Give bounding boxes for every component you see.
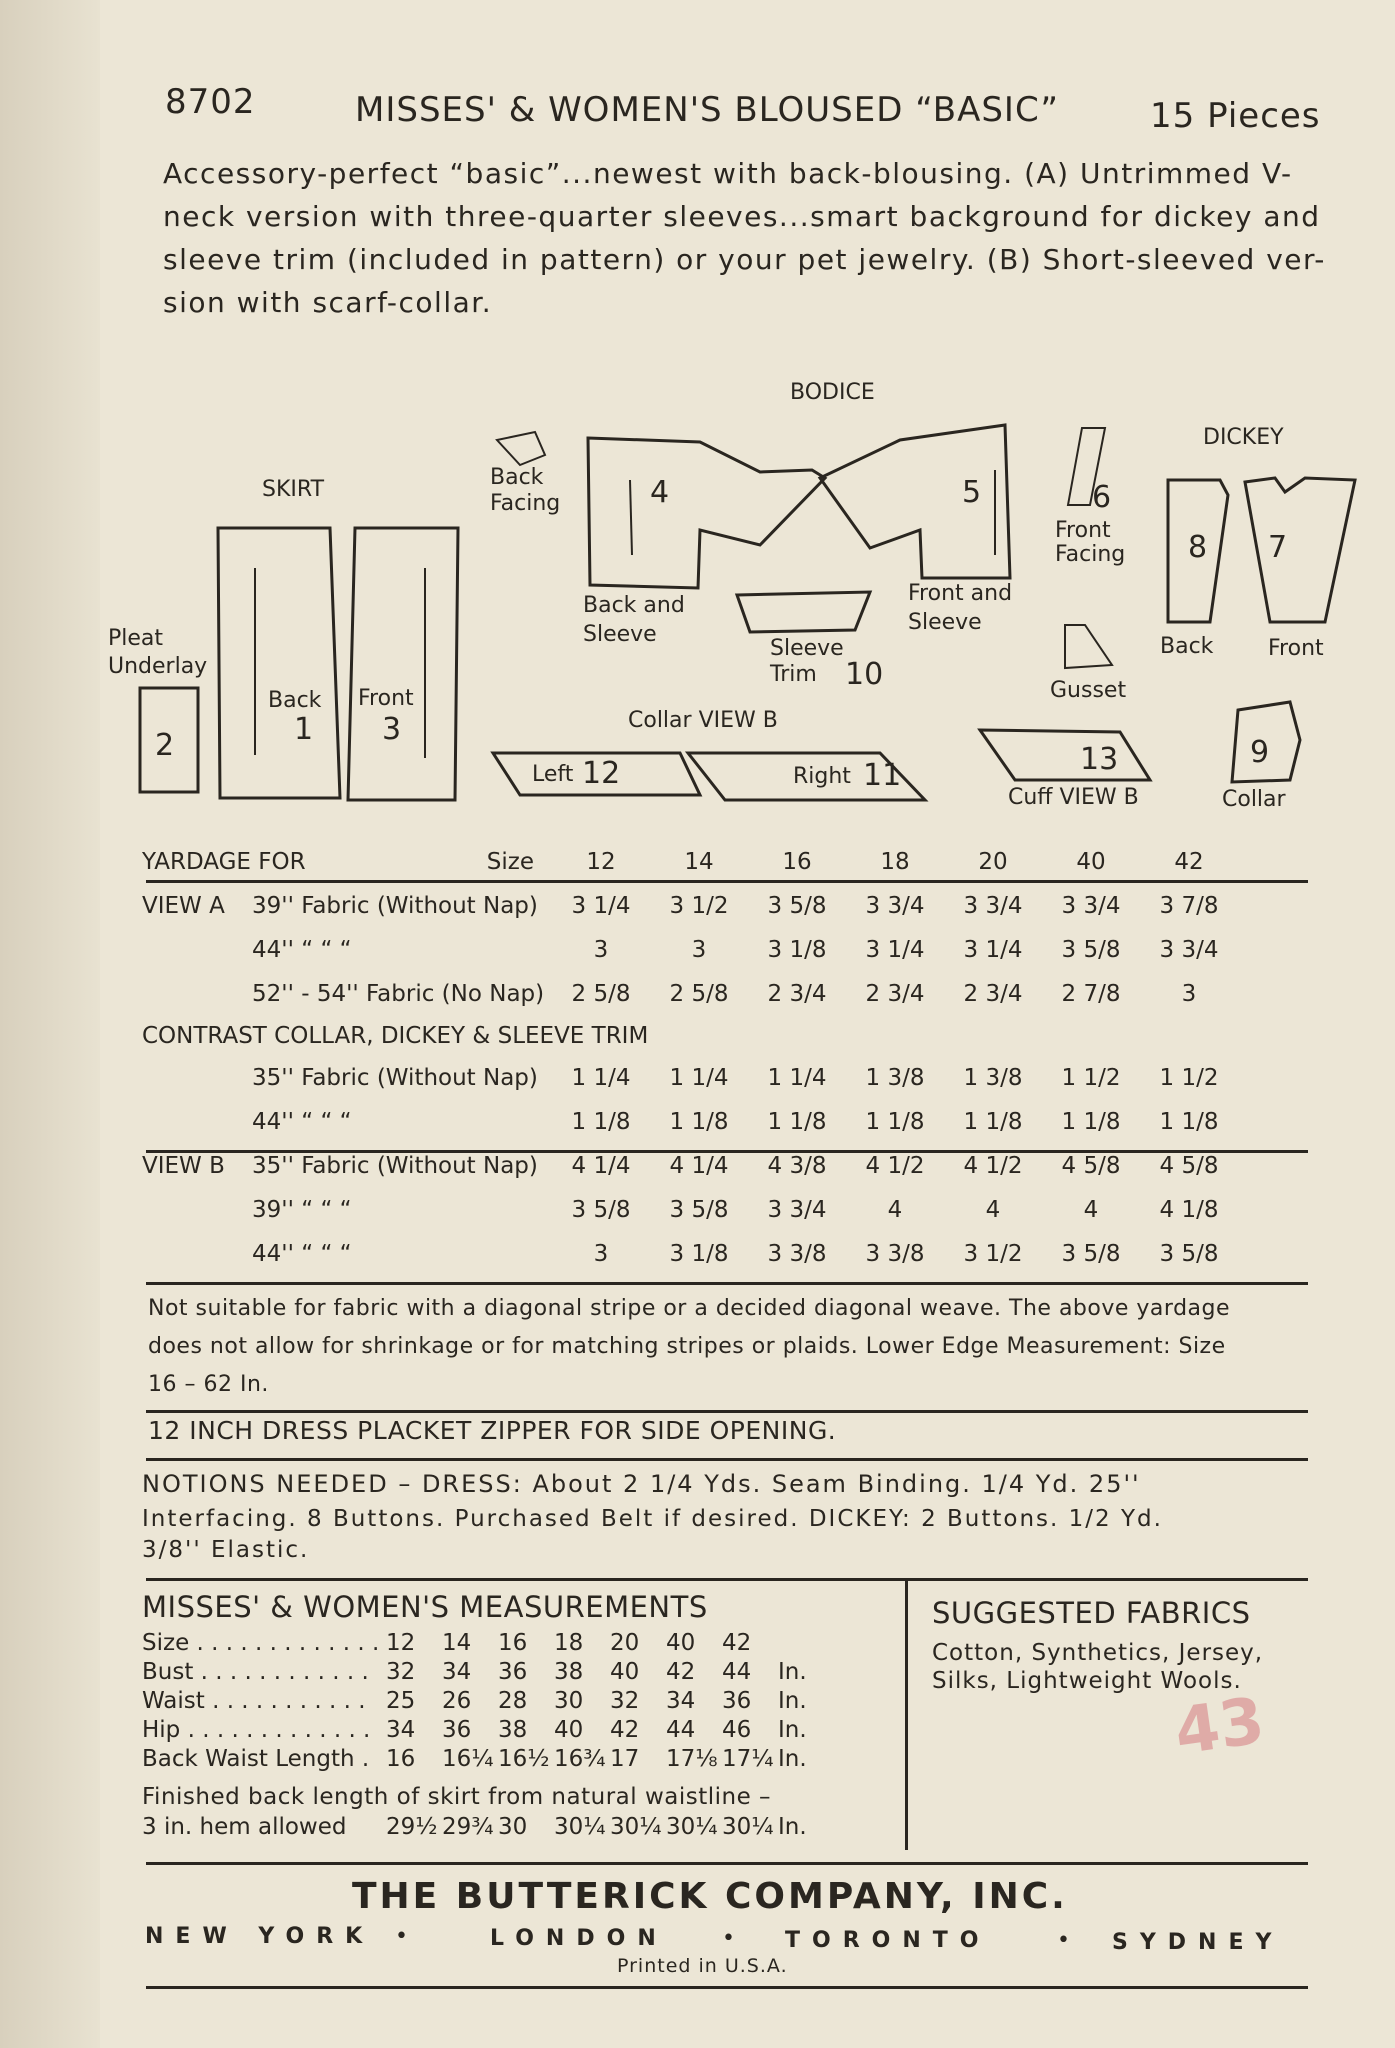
dickey-front-piece xyxy=(1245,478,1355,622)
view-label xyxy=(142,928,252,972)
yardage-cell: 1 1/4 xyxy=(767,1065,827,1091)
back-sleeve-label: Sleeve xyxy=(583,622,657,647)
note-line: does not allow for shrinkage or for matching stripes or plaids. Lower Edge Measurement: Size xyxy=(148,1334,1226,1359)
measure-cell: 38 xyxy=(498,1716,528,1743)
dickey-label: DICKEY xyxy=(1203,425,1284,450)
back-sleeve-label: Back and xyxy=(583,593,685,618)
notions-line: NOTIONS NEEDED – DRESS: About 2 1/4 Yds. Seam Binding. 1/4 Yd. 25'' xyxy=(142,1470,1141,1498)
bullet: • xyxy=(1057,1928,1072,1953)
yardage-cell: 4 3/8 xyxy=(767,1153,827,1179)
yardage-cell: 1 1/4 xyxy=(669,1065,729,1091)
yardage-cell: 3 1/4 xyxy=(963,937,1023,963)
yardage-cell: 3 xyxy=(1181,981,1197,1007)
view-label xyxy=(142,1188,252,1232)
yardage-cell: 3 5/8 xyxy=(571,1197,631,1223)
size-cell: 20 xyxy=(978,849,1008,875)
measure-cell: 36 xyxy=(498,1658,528,1685)
finished-cell: 30¼ xyxy=(722,1813,774,1840)
yardage-cell: 1 1/2 xyxy=(1159,1065,1219,1091)
yardage-cell: 3 1/8 xyxy=(767,937,827,963)
yardage-cell: 3 xyxy=(593,1241,609,1267)
yardage-table xyxy=(142,840,1238,1276)
yardage-cell: 3 3/4 xyxy=(767,1197,827,1223)
finished-cell: 29¾ xyxy=(442,1813,494,1840)
yardage-cell: 3 3/8 xyxy=(767,1241,827,1267)
measure-cell: 44 xyxy=(666,1716,696,1743)
description-line: Accessory-perfect “basic”...newest with back-blousing. (A) Untrimmed V- xyxy=(163,157,1293,190)
finished-unit: In. xyxy=(778,1813,807,1840)
measure-unit: In. xyxy=(778,1658,807,1685)
yardage-cell: 2 7/8 xyxy=(1061,981,1121,1007)
collar-9-label: Collar xyxy=(1222,787,1286,812)
yardage-row xyxy=(142,928,1238,972)
yardage-cell: 3 3/4 xyxy=(865,893,925,919)
measure-cell: 38 xyxy=(554,1658,584,1685)
fabric-desc: 35'' Fabric (Without Nap) xyxy=(252,1153,538,1179)
gusset-piece xyxy=(1065,625,1112,668)
size-cell: 42 xyxy=(1174,849,1204,875)
fabric-desc: 39'' Fabric (Without Nap) xyxy=(252,893,538,919)
measure-label: Waist . . . . . . . . . . . xyxy=(142,1687,366,1714)
yardage-row xyxy=(142,1188,1238,1232)
measure-cell: 14 xyxy=(442,1629,472,1656)
view-label: VIEW B xyxy=(142,1153,225,1179)
yardage-row xyxy=(142,884,1238,928)
size-cell: 14 xyxy=(684,849,714,875)
divider xyxy=(146,1458,1308,1461)
note-line: Not suitable for fabric with a diagonal stripe or a decided diagonal weave. The above yardage xyxy=(148,1296,1231,1321)
measure-cell: 40 xyxy=(610,1658,640,1685)
front-sleeve-label: Sleeve xyxy=(908,610,982,635)
measure-cell: 44 xyxy=(722,1658,752,1685)
yardage-cell: 2 5/8 xyxy=(571,981,631,1007)
back-facing-label: Facing xyxy=(490,491,561,516)
yardage-cell: 1 3/8 xyxy=(963,1065,1023,1091)
measure-cell: 25 xyxy=(386,1687,416,1714)
view-label xyxy=(142,1232,252,1276)
notions-line: Interfacing. 8 Buttons. Purchased Belt if desired. DICKEY: 2 Buttons. 1/2 Yd. xyxy=(142,1506,1163,1532)
yardage-cell: 1 1/4 xyxy=(571,1065,631,1091)
grainline xyxy=(630,480,632,555)
fabric-desc: 44'' “ “ “ xyxy=(252,1241,352,1267)
printed-in: Printed in U.S.A. xyxy=(617,1955,788,1977)
measure-cell: 42 xyxy=(722,1629,752,1656)
front-sleeve-piece xyxy=(820,425,1010,578)
piece-number: 5 xyxy=(962,475,982,510)
yardage-cell: 4 1/4 xyxy=(669,1153,729,1179)
finished-length-line: Finished back length of skirt from natural waistline – xyxy=(142,1784,772,1810)
measure-cell: 40 xyxy=(554,1716,584,1743)
yardage-cell: 1 3/8 xyxy=(865,1065,925,1091)
description-line: sion with scarf-collar. xyxy=(163,286,493,319)
measure-cell: 16¾ xyxy=(554,1745,606,1772)
finished-cell: 29½ xyxy=(386,1813,438,1840)
yardage-cell: 3 5/8 xyxy=(669,1197,729,1223)
measure-cell: 18 xyxy=(554,1629,584,1656)
finished-cell: 30¼ xyxy=(554,1813,606,1840)
yardage-cell: 3 5/8 xyxy=(1061,937,1121,963)
city: SYDNEY xyxy=(1112,1930,1284,1955)
fabric-desc: 52'' - 54'' Fabric (No Nap) xyxy=(252,981,545,1007)
measure-unit: In. xyxy=(778,1687,807,1714)
yardage-cell: 1 1/8 xyxy=(571,1109,631,1135)
yardage-cell: 1 1/8 xyxy=(1159,1109,1219,1135)
gusset-label: Gusset xyxy=(1050,678,1127,703)
size-cell: 16 xyxy=(782,849,812,875)
back-sleeve-piece xyxy=(588,438,825,588)
piece-number: 7 xyxy=(1268,530,1288,565)
fabric-desc: 39'' “ “ “ xyxy=(252,1197,352,1223)
yardage-header-row xyxy=(142,840,1238,884)
skirt-front-label: Front xyxy=(358,686,414,711)
measure-cell: 32 xyxy=(386,1658,416,1685)
measure-cell: 34 xyxy=(386,1716,416,1743)
measure-unit: In. xyxy=(778,1716,807,1743)
yardage-cell: 4 1/2 xyxy=(963,1153,1023,1179)
skirt-back-label: Back xyxy=(268,688,322,713)
measure-cell: 34 xyxy=(442,1658,472,1685)
divider xyxy=(146,1410,1308,1413)
fabrics-heading: SUGGESTED FABRICS xyxy=(932,1596,1251,1630)
fabrics-line: Silks, Lightweight Wools. xyxy=(932,1668,1242,1694)
pattern-title: MISSES' & WOMEN'S BLOUSED “BASIC” xyxy=(355,90,1059,130)
yardage-cell: 1 1/8 xyxy=(963,1109,1023,1135)
pattern-number: 8702 xyxy=(165,82,256,122)
yardage-cell: 3 xyxy=(593,937,609,963)
measure-cell: 26 xyxy=(442,1687,472,1714)
measure-cell: 17⅛ xyxy=(666,1745,718,1772)
yardage-cell: 3 3/4 xyxy=(1159,937,1219,963)
yardage-cell: 3 7/8 xyxy=(1159,893,1219,919)
measure-label: Bust . . . . . . . . . . . . xyxy=(142,1658,369,1685)
cuff-piece xyxy=(980,730,1150,780)
piece-number: 11 xyxy=(863,758,902,793)
fabric-desc: 44'' “ “ “ xyxy=(252,937,352,963)
fabric-desc: 35'' Fabric (Without Nap) xyxy=(252,1065,538,1091)
description-line: neck version with three-quarter sleeves...smart background for dickey and xyxy=(163,200,1321,233)
view-label: VIEW A xyxy=(142,893,225,919)
measure-cell: 17¼ xyxy=(722,1745,774,1772)
measure-cell: 42 xyxy=(666,1658,696,1685)
piece-number: 4 xyxy=(650,475,670,510)
front-facing-label: Front xyxy=(1055,518,1111,543)
measure-label: Back Waist Length . xyxy=(142,1745,370,1772)
measure-unit xyxy=(776,1628,809,1657)
yardage-cell: 3 1/4 xyxy=(865,937,925,963)
yardage-cell: 3 1/4 xyxy=(571,893,631,919)
skirt-label: SKIRT xyxy=(262,477,325,502)
yardage-cell: 4 xyxy=(887,1197,903,1223)
piece-number: 6 xyxy=(1092,480,1112,515)
yardage-cell: 3 1/2 xyxy=(963,1241,1023,1267)
yardage-cell: 3 1/2 xyxy=(669,893,729,919)
yardage-row xyxy=(142,1144,1238,1188)
piece-number: 10 xyxy=(845,657,884,692)
piece-number: 1 xyxy=(294,712,314,747)
column-divider xyxy=(905,1578,908,1850)
measure-cell: 42 xyxy=(610,1716,640,1743)
divider xyxy=(146,1986,1308,1989)
yardage-cell: 3 xyxy=(691,937,707,963)
yardage-cell: 3 3/8 xyxy=(865,1241,925,1267)
measure-label: Size . . . . . . . . . . . . . xyxy=(142,1629,380,1656)
piece-number: 13 xyxy=(1080,742,1119,777)
yardage-cell: 4 1/2 xyxy=(865,1153,925,1179)
yardage-cell: 2 3/4 xyxy=(963,981,1023,1007)
measure-cell: 34 xyxy=(666,1687,696,1714)
measure-cell: 12 xyxy=(386,1629,416,1656)
finished-label: 3 in. hem allowed xyxy=(142,1813,347,1840)
measure-cell: 32 xyxy=(610,1687,640,1714)
measure-cell: 16 xyxy=(386,1745,416,1772)
fabrics-line: Cotton, Synthetics, Jersey, xyxy=(932,1640,1264,1666)
collar-right-label: Right xyxy=(793,764,851,789)
finished-cell: 30 xyxy=(498,1813,528,1840)
piece-number: 8 xyxy=(1188,530,1208,565)
yardage-cell: 3 5/8 xyxy=(1061,1241,1121,1267)
measurement-row xyxy=(140,1628,809,1657)
dickey-front-label: Front xyxy=(1268,636,1324,661)
pleat-underlay-label: Underlay xyxy=(108,654,208,679)
notions-line: 3/8'' Elastic. xyxy=(142,1537,310,1563)
size-cell: 12 xyxy=(586,849,616,875)
view-label xyxy=(142,1100,252,1144)
sleeve-trim-piece xyxy=(737,592,870,632)
yardage-cell: 2 3/4 xyxy=(767,981,827,1007)
collar-view-b-label: Collar VIEW B xyxy=(628,708,778,733)
bullet: • xyxy=(395,1924,410,1949)
view-label xyxy=(142,972,252,1016)
dickey-back-label: Back xyxy=(1160,634,1214,659)
back-facing-label: Back xyxy=(490,465,544,490)
measure-cell: 36 xyxy=(722,1687,752,1714)
measure-cell: 40 xyxy=(666,1629,696,1656)
measure-cell: 46 xyxy=(722,1716,752,1743)
city: NEW YORK xyxy=(145,1924,375,1949)
measurement-row xyxy=(140,1657,809,1686)
measure-cell: 16¼ xyxy=(442,1745,494,1772)
pattern-pieces-diagram xyxy=(0,0,1395,830)
note-line: 16 – 62 In. xyxy=(148,1372,269,1397)
yardage-cell: 4 xyxy=(985,1197,1001,1223)
contrast-heading: CONTRAST COLLAR, DICKEY & SLEEVE TRIM xyxy=(142,1023,649,1049)
front-facing-label: Facing xyxy=(1055,542,1126,567)
piece-number: 3 xyxy=(382,712,402,747)
measurements-heading: MISSES' & WOMEN'S MEASUREMENTS xyxy=(142,1590,708,1624)
yardage-cell: 1 1/8 xyxy=(1061,1109,1121,1135)
zipper-note: 12 INCH DRESS PLACKET ZIPPER FOR SIDE OPENING. xyxy=(148,1416,837,1445)
piece-number: 2 xyxy=(155,728,175,763)
yardage-cell: 3 5/8 xyxy=(767,893,827,919)
yardage-cell: 2 5/8 xyxy=(669,981,729,1007)
yardage-cell: 1 1/8 xyxy=(669,1109,729,1135)
measurement-row xyxy=(140,1744,809,1773)
measure-unit: In. xyxy=(778,1745,807,1772)
yardage-cell: 3 3/4 xyxy=(1061,893,1121,919)
piece-number: 12 xyxy=(582,756,621,791)
divider xyxy=(146,1862,1308,1865)
company-name: THE BUTTERICK COMPANY, INC. xyxy=(352,1876,1068,1917)
yardage-row xyxy=(142,1232,1238,1276)
yardage-cell: 1 1/8 xyxy=(767,1109,827,1135)
divider xyxy=(146,1578,1308,1581)
yardage-row xyxy=(142,1056,1238,1100)
yardage-cell: 1 1/2 xyxy=(1061,1065,1121,1091)
front-sleeve-label: Front and xyxy=(908,581,1013,606)
contrast-heading-row xyxy=(142,1016,1238,1056)
yardage-cell: 4 5/8 xyxy=(1061,1153,1121,1179)
measurement-row xyxy=(140,1686,809,1715)
skirt-back-piece xyxy=(218,528,340,798)
yardage-cell: 3 5/8 xyxy=(1159,1241,1219,1267)
divider xyxy=(146,1282,1308,1285)
size-label: Size xyxy=(486,849,534,875)
measurement-row xyxy=(140,1715,809,1744)
yardage-heading: YARDAGE FOR xyxy=(142,849,306,875)
measure-cell: 16 xyxy=(498,1629,528,1656)
measure-cell: 16½ xyxy=(498,1745,550,1772)
city: LONDON xyxy=(490,1926,668,1951)
size-cell: 40 xyxy=(1076,849,1106,875)
fabric-desc: 44'' “ “ “ xyxy=(252,1109,352,1135)
bullet: • xyxy=(722,1926,737,1951)
yardage-cell: 4 1/4 xyxy=(571,1153,631,1179)
finished-length-row xyxy=(140,1812,809,1841)
yardage-cell: 3 3/4 xyxy=(963,893,1023,919)
measure-label: Hip . . . . . . . . . . . . . xyxy=(142,1716,371,1743)
yardage-row xyxy=(142,972,1238,1016)
sleeve-trim-label: Trim xyxy=(770,662,817,687)
skirt-front-piece xyxy=(348,528,458,800)
pleat-underlay-label: Pleat xyxy=(108,626,164,651)
yardage-cell: 3 1/8 xyxy=(669,1241,729,1267)
measure-cell: 36 xyxy=(442,1716,472,1743)
measure-cell: 28 xyxy=(498,1687,528,1714)
size-cell: 18 xyxy=(880,849,910,875)
piece-count: 15 Pieces xyxy=(1150,96,1321,136)
view-label xyxy=(142,1056,252,1100)
finished-length-table xyxy=(140,1812,809,1841)
yardage-cell: 2 3/4 xyxy=(865,981,925,1007)
yardage-cell: 4 5/8 xyxy=(1159,1153,1219,1179)
yardage-cell: 1 1/8 xyxy=(865,1109,925,1135)
yardage-cell: 4 xyxy=(1083,1197,1099,1223)
description-line: sleeve trim (included in pattern) or your pet jewelry. (B) Short-sleeved ver- xyxy=(163,243,1326,276)
cuff-label: Cuff VIEW B xyxy=(1008,785,1139,810)
bodice-label: BODICE xyxy=(790,380,875,405)
finished-cell: 30¼ xyxy=(666,1813,718,1840)
yardage-cell: 4 1/8 xyxy=(1159,1197,1219,1223)
measure-cell: 20 xyxy=(610,1629,640,1656)
finished-cell: 30¼ xyxy=(610,1813,662,1840)
measure-cell: 30 xyxy=(554,1687,584,1714)
sleeve-trim-label: Sleeve xyxy=(770,636,844,661)
measure-cell: 17 xyxy=(610,1745,640,1772)
piece-number: 9 xyxy=(1250,735,1270,770)
city: TORONTO xyxy=(785,1928,991,1953)
back-facing-piece xyxy=(497,432,545,465)
price-stamp: 43 xyxy=(1170,1684,1269,1770)
yardage-row xyxy=(142,1100,1238,1144)
measurements-table xyxy=(140,1628,809,1773)
collar-left-label: Left xyxy=(532,762,574,787)
